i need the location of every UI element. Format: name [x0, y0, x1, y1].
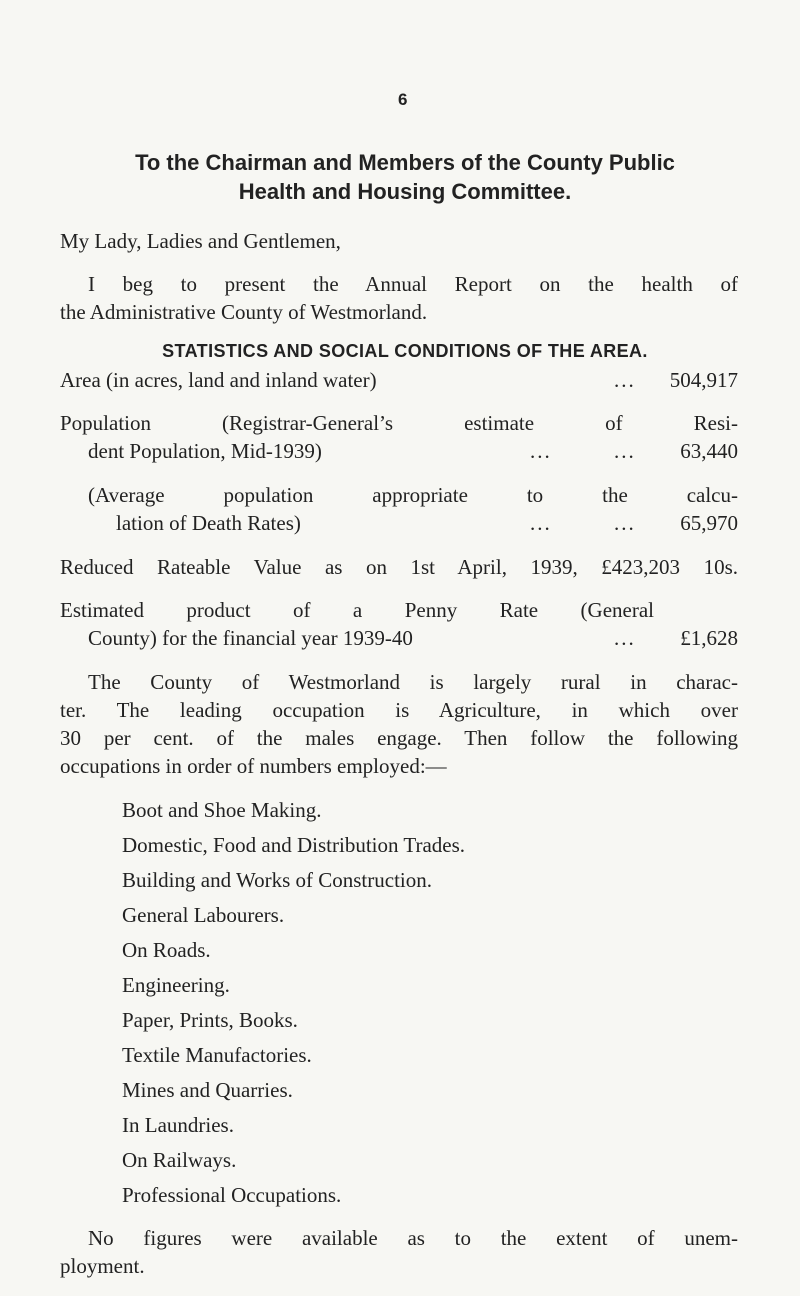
average-leader-dots-a: ...: [530, 511, 552, 535]
closing-line-2: ployment.: [60, 1254, 145, 1278]
occupation-item: Building and Works of Construction.: [122, 868, 432, 892]
population-line-1: Population (Registrar-General’s estimate of Resi-: [60, 411, 738, 435]
average-value: 65,970: [680, 511, 738, 535]
penny-rate-value: £1,628: [680, 626, 738, 650]
average-leader-dots-b: ...: [614, 511, 636, 535]
penny-rate-leader-dots: ...: [614, 626, 636, 650]
occupation-item: Paper, Prints, Books.: [122, 1008, 298, 1032]
occupation-item: Professional Occupations.: [122, 1183, 342, 1207]
occupation-item: Textile Manufactories.: [122, 1043, 312, 1067]
section-title: STATISTICS AND SOCIAL CONDITIONS OF THE AREA.: [162, 341, 648, 361]
occupation-item: Domestic, Food and Distribution Trades.: [122, 833, 466, 857]
salutation: My Lady, Ladies and Gentlemen,: [60, 229, 341, 253]
occupation-item: General Labourers.: [122, 903, 285, 927]
occupation-item: Mines and Quarries.: [122, 1078, 293, 1102]
paragraph-line-3: 30 per cent. of the males engage. Then follow the following: [60, 726, 738, 750]
intro-line-1: I beg to present the Annual Report on the health of: [88, 272, 738, 296]
occupation-item: On Roads.: [122, 938, 211, 962]
area-label: Area (in acres, land and inland water): [60, 368, 377, 392]
area-value: 504,917: [669, 368, 738, 392]
average-line-2: lation of Death Rates): [116, 511, 301, 535]
rateable-value: Reduced Rateable Value as on 1st April, 1939, £423,203 10s.: [60, 555, 738, 579]
occupation-item: Engineering.: [122, 973, 230, 997]
paragraph-line-1: The County of Westmorland is largely rural in charac-: [88, 670, 738, 694]
paragraph-line-4: occupations in order of numbers employed:—: [60, 754, 447, 778]
population-value: 63,440: [680, 439, 738, 463]
population-leader-dots-a: ...: [530, 439, 552, 463]
penny-rate-line-1: Estimated product of a Penny Rate (General: [60, 598, 654, 622]
intro-line-2: the Administrative County of Westmorland.: [60, 300, 428, 324]
page-number: 6: [398, 90, 408, 109]
occupation-item: On Railways.: [122, 1148, 237, 1172]
average-line-1: (Average population appropriate to the calcu-: [88, 483, 738, 507]
area-leader-dots: ...: [614, 368, 636, 392]
population-leader-dots-b: ...: [614, 439, 636, 463]
population-line-2: dent Population, Mid-1939): [88, 439, 322, 463]
paragraph-line-2: ter. The leading occupation is Agriculture, in which over: [60, 698, 738, 722]
occupation-item: In Laundries.: [122, 1113, 234, 1137]
report-heading-line-2: Health and Housing Committee.: [238, 179, 572, 204]
penny-rate-line-2: County) for the financial year 1939-40: [88, 626, 413, 650]
closing-line-1: No figures were available as to the extent of unem-: [88, 1226, 738, 1250]
occupation-item: Boot and Shoe Making.: [122, 798, 322, 822]
report-heading-line-1: To the Chairman and Members of the County Public: [135, 150, 675, 175]
